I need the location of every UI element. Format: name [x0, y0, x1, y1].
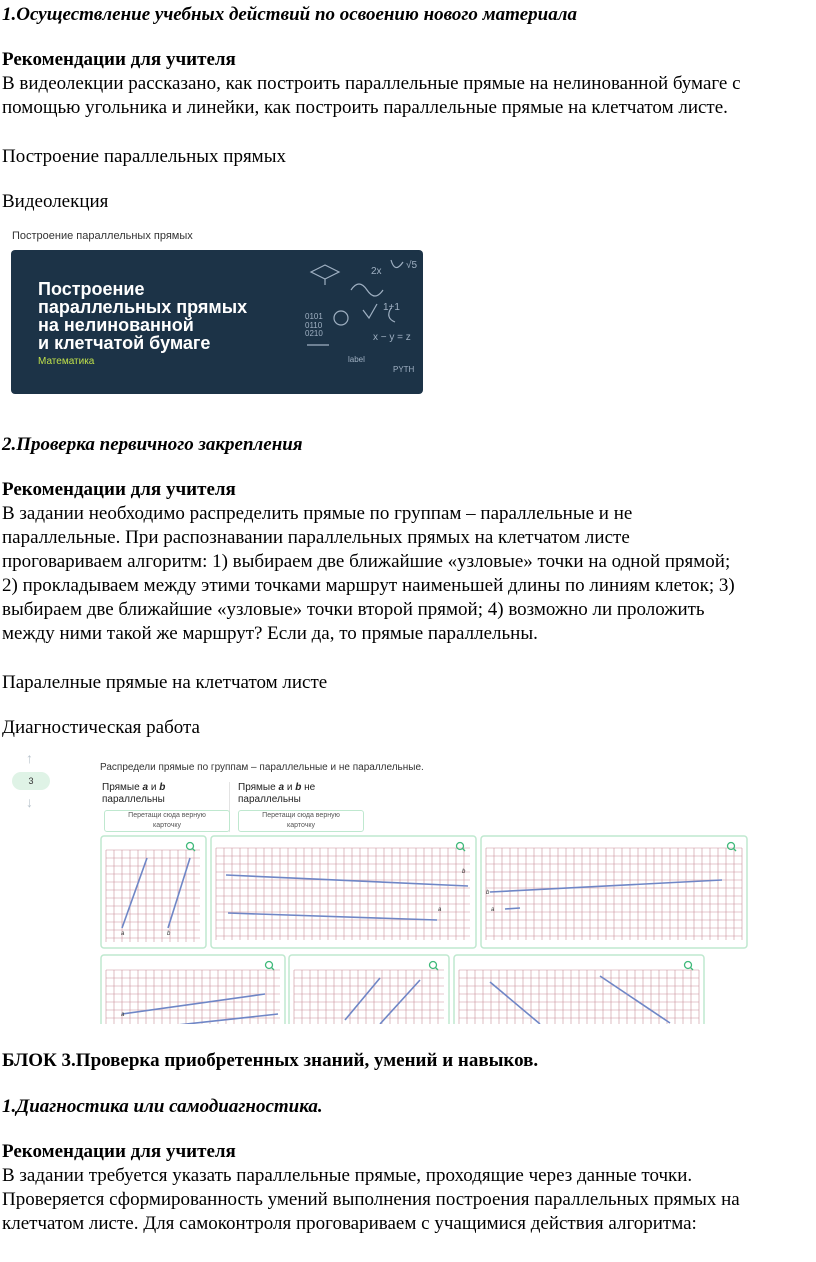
arrow-down-icon[interactable]: ↓	[26, 794, 33, 810]
line-label-a: a	[438, 907, 442, 913]
group-header-word: и	[150, 782, 157, 793]
step-indicator[interactable]: 3	[12, 772, 50, 790]
decor-text: 0210	[305, 329, 323, 338]
line-card	[289, 955, 449, 1024]
resource-type: Видеолекция	[2, 191, 109, 212]
line-cards-area	[0, 748, 816, 1024]
section-heading: 2.Проверка первичного закрепления	[2, 434, 303, 455]
group-header-word: Прямые	[102, 782, 140, 793]
line-label-a: a	[491, 907, 495, 913]
section-heading: 1.Осуществление учебных действий по освоению нового материала	[2, 4, 577, 25]
line-label-b: b	[159, 782, 166, 793]
video-title-line: на нелинованной	[38, 315, 194, 335]
wave-doodle	[351, 284, 383, 296]
video-title-line: и клетчатой бумаге	[38, 333, 211, 353]
line-label-a: a	[121, 1012, 125, 1018]
video-subject: Математика	[38, 356, 95, 367]
decor-text: √5	[406, 260, 418, 271]
group-header-word: Прямые	[238, 782, 276, 793]
decor-text: 0110	[305, 321, 323, 330]
line-label-b: b	[295, 782, 302, 793]
video-title-line: Построение	[38, 279, 145, 299]
line-card	[101, 836, 206, 948]
recommendation-text-line: параллельные. При распознавании параллельных прямых на клетчатом листе	[2, 527, 630, 548]
recommendation-text-line: В задании требуется указать параллельные прямые, проходящие через данные точки.	[2, 1165, 693, 1186]
recommendation-text-line: Проверяется сформированность умений выполнения построения параллельных прямых на	[2, 1189, 740, 1210]
line-label-b: b	[486, 890, 490, 896]
line-card	[211, 836, 476, 948]
video-thumbnail[interactable]	[11, 250, 423, 394]
decor-text: 2x	[371, 266, 382, 277]
decor-text: 0101	[305, 312, 323, 321]
line-segment	[505, 908, 520, 909]
recommendation-text-line: между ними такой же маршрут? Если да, то прямые параллельны.	[2, 623, 538, 644]
section-heading: 1.Диагностика или самодиагностика.	[2, 1096, 323, 1117]
decor-text: label	[348, 355, 365, 364]
decor-text: PYTH	[393, 365, 415, 374]
circle-doodle	[334, 311, 348, 325]
video-caption: Построение параллельных прямых	[12, 230, 193, 242]
recommendation-text-line: В задании необходимо распределить прямые по группам – параллельные и не	[2, 503, 633, 524]
task-widget	[0, 748, 816, 1024]
decor-text: 1+1	[383, 302, 400, 313]
video-title-line: параллельных прямых	[38, 297, 248, 317]
lesson-topic: Построение параллельных прямых	[2, 146, 286, 167]
recommendation-text-line: проговариваем алгоритм: 1) выбираем две ближайшие «узловые» точки на одной прямой;	[2, 551, 731, 572]
recommendation-text-line: клетчатом листе. Для самоконтроля проговариваем с учащимися действия алгоритма:	[2, 1213, 697, 1234]
line-label-b: b	[462, 869, 466, 875]
drop-hint: Перетащи сюда верную	[262, 812, 340, 819]
drop-hint: Перетащи сюда верную	[128, 812, 206, 819]
arrow-up-icon[interactable]: ↑	[26, 750, 33, 766]
recommendation-text-line: 2) прокладываем между этими точками маршрут наименьшей длины по линиям клеток; 3)	[2, 575, 735, 596]
graduation-cap-icon	[311, 265, 339, 279]
teacher-recommendations-label: Рекомендации для учителя	[2, 49, 236, 70]
line-label-a: a	[278, 782, 285, 793]
group-header-word: параллельны	[238, 794, 301, 805]
resource-type: Диагностическая работа	[2, 717, 200, 738]
lesson-topic: Паралелные прямые на клетчатом листе	[2, 672, 328, 693]
group-header-word: и	[286, 782, 293, 793]
recommendation-text-line: В видеолекции рассказано, как построить параллельные прямые на нелинованной бумаге с	[2, 73, 741, 94]
line-label-a: a	[121, 931, 125, 937]
group-header-word: не	[304, 782, 316, 793]
line-label-a: a	[142, 782, 149, 793]
group-header-word: параллельны	[102, 794, 165, 805]
task-instruction: Распредели прямые по группам – параллельные и не параллельные.	[100, 762, 424, 773]
drop-hint: карточку	[286, 822, 315, 829]
math-doodles-decoration	[11, 250, 423, 394]
drop-hint: карточку	[152, 822, 181, 829]
teacher-recommendations-label: Рекомендации для учителя	[2, 1141, 236, 1162]
teacher-recommendations-label: Рекомендации для учителя	[2, 479, 236, 500]
block-heading: БЛОК 3.Проверка приобретенных знаний, умений и навыков.	[2, 1050, 539, 1071]
line-label-b: b	[167, 931, 171, 937]
recommendation-text-line: выбираем две ближайшие «узловые» точки второй прямой; 4) возможно ли проложить	[2, 599, 705, 620]
recommendation-text-line: помощью угольника и линейки, как построить параллельные прямые на клетчатом листе.	[2, 97, 728, 118]
decor-text: x − y = z	[373, 332, 411, 343]
